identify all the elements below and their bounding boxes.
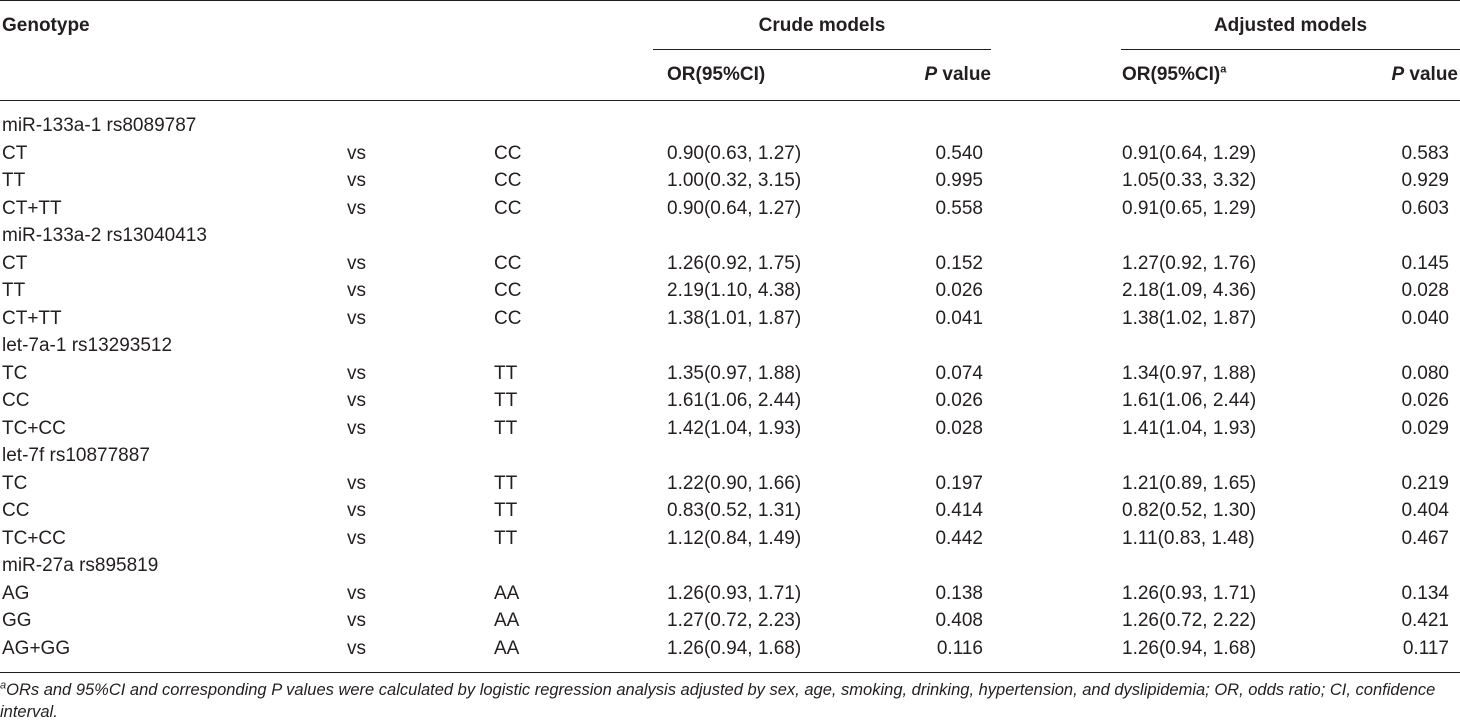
adjusted-or-cell: 1.26(0.94, 1.68) — [1122, 638, 1257, 659]
crude-or-cell: 0.90(0.64, 1.27) — [667, 198, 802, 219]
crude-or-cell: 0.90(0.63, 1.27) — [667, 143, 802, 164]
reference-cell: CC — [494, 143, 522, 164]
crude-p-cell: 0.558 — [935, 198, 983, 219]
crude-p-cell: 0.026 — [935, 280, 983, 301]
crude-or-cell: 1.12(0.84, 1.49) — [667, 528, 802, 549]
crude-or-cell: 1.26(0.92, 1.75) — [667, 253, 802, 274]
reference-cell: CC — [494, 280, 522, 301]
header-adjusted-p-rest: value — [1404, 64, 1458, 85]
crude-or-cell: 1.00(0.32, 3.15) — [667, 170, 802, 191]
header-adjusted-p-italic: P — [1391, 64, 1405, 85]
crude-or-cell: 1.27(0.72, 2.23) — [667, 610, 802, 631]
crude-p-cell: 0.074 — [935, 363, 983, 384]
crude-p-cell: 0.408 — [935, 610, 983, 631]
genotype-cell: CC — [2, 390, 30, 411]
footnote — [0, 679, 1460, 723]
reference-cell: AA — [494, 638, 520, 659]
crude-or-cell: 1.22(0.90, 1.66) — [667, 473, 802, 494]
bottom-rule — [0, 672, 1460, 673]
group-label: miR-133a-1 rs8089787 — [2, 115, 197, 136]
adjusted-p-cell: 0.117 — [1402, 638, 1449, 659]
adjusted-p-cell: 0.134 — [1401, 583, 1449, 604]
crude-p-cell: 0.138 — [935, 583, 983, 604]
vs-cell: vs — [347, 143, 366, 164]
adjusted-p-cell: 0.467 — [1401, 528, 1449, 549]
vs-cell: vs — [347, 308, 366, 329]
genotype-cell: TC+CC — [2, 528, 66, 549]
genotype-cell: CT+TT — [2, 308, 62, 329]
adjusted-p-cell: 0.219 — [1401, 473, 1449, 494]
header-crude-p — [800, 64, 991, 86]
header-crude-or: OR(95%CI) — [667, 64, 766, 85]
reference-cell: TT — [494, 473, 518, 494]
crude-p-cell: 0.116 — [936, 638, 983, 659]
adjusted-p-cell: 0.145 — [1401, 253, 1449, 274]
adjusted-or-cell: 1.61(1.06, 2.44) — [1122, 390, 1257, 411]
top-rule — [0, 0, 1460, 1]
vs-cell: vs — [347, 583, 366, 604]
adjusted-or-cell: 1.38(1.02, 1.87) — [1122, 308, 1257, 329]
reference-cell: CC — [494, 170, 522, 191]
footnote-text: ORs and 95%CI and corresponding P values were calculated by logistic regression analysis adjusted by sex, age, smoking, drinking, hypertension, and dyslipidemia; OR, odds ratio; CI, confidence interval. — [0, 681, 1436, 721]
reference-cell: CC — [494, 253, 522, 274]
vs-cell: vs — [347, 170, 366, 191]
reference-cell: AA — [494, 583, 520, 604]
crude-p-cell: 0.028 — [935, 418, 983, 439]
adjusted-or-cell: 0.82(0.52, 1.30) — [1122, 500, 1257, 521]
adjusted-or-cell: 1.21(0.89, 1.65) — [1122, 473, 1257, 494]
reference-cell: CC — [494, 198, 522, 219]
reference-cell: TT — [494, 528, 518, 549]
vs-cell: vs — [347, 390, 366, 411]
header-adjusted-or-text: OR(95%CI) — [1122, 64, 1221, 85]
header-adjusted-models: Adjusted models — [1213, 15, 1368, 36]
crude-or-cell: 1.35(0.97, 1.88) — [667, 363, 802, 384]
reference-cell: AA — [494, 610, 520, 631]
crude-p-cell: 0.442 — [935, 528, 983, 549]
adjusted-or-cell: 1.26(0.72, 2.22) — [1122, 610, 1257, 631]
genotype-cell: AG — [2, 583, 30, 604]
crude-or-cell: 1.61(1.06, 2.44) — [667, 390, 802, 411]
group-label: let-7a-1 rs13293512 — [2, 335, 173, 356]
crude-p-cell: 0.152 — [935, 253, 983, 274]
genotype-cell: GG — [2, 610, 32, 631]
adjusted-p-cell: 0.583 — [1401, 143, 1449, 164]
reference-cell: TT — [494, 500, 518, 521]
adjusted-or-cell: 1.05(0.33, 3.32) — [1122, 170, 1257, 191]
header-adjusted-or-sup: a — [1220, 63, 1227, 76]
genotype-cell: CC — [2, 500, 30, 521]
crude-or-cell: 0.83(0.52, 1.31) — [667, 500, 802, 521]
adjusted-or-cell: 1.11(0.83, 1.48) — [1122, 528, 1255, 549]
header-rule — [0, 100, 1460, 101]
adjusted-p-cell: 0.026 — [1401, 390, 1449, 411]
adjusted-or-cell: 0.91(0.64, 1.29) — [1122, 143, 1257, 164]
vs-cell: vs — [347, 473, 366, 494]
vs-cell: vs — [347, 638, 366, 659]
genotype-cell: CT — [2, 143, 28, 164]
adjusted-p-cell: 0.404 — [1401, 500, 1449, 521]
vs-cell: vs — [347, 610, 366, 631]
crude-p-cell: 0.540 — [935, 143, 983, 164]
genotype-cell: TT — [2, 280, 26, 301]
adjusted-p-cell: 0.080 — [1401, 363, 1449, 384]
crude-or-cell: 1.42(1.04, 1.93) — [667, 418, 802, 439]
genotype-cell: TC+CC — [2, 418, 66, 439]
genotype-cell: CT — [2, 253, 28, 274]
reference-cell: TT — [494, 363, 518, 384]
adjusted-p-cell: 0.040 — [1401, 308, 1449, 329]
genotype-cell: CT+TT — [2, 198, 62, 219]
adjusted-p-cell: 0.421 — [1401, 610, 1449, 631]
adjusted-subrule — [1121, 49, 1460, 50]
header-genotype: Genotype — [2, 15, 90, 36]
adjusted-or-cell: 1.26(0.93, 1.71) — [1122, 583, 1257, 604]
crude-or-cell: 1.26(0.94, 1.68) — [667, 638, 802, 659]
crude-p-cell: 0.995 — [935, 170, 983, 191]
header-crude-models: Crude models — [758, 15, 886, 36]
crude-p-cell: 0.026 — [935, 390, 983, 411]
crude-subrule — [653, 49, 991, 50]
genotype-cell: AG+GG — [2, 638, 71, 659]
group-label: let-7f rs10877887 — [2, 445, 150, 466]
header-adjusted-p — [1260, 64, 1458, 86]
reference-cell: TT — [494, 418, 518, 439]
vs-cell: vs — [347, 418, 366, 439]
reference-cell: CC — [494, 308, 522, 329]
vs-cell: vs — [347, 528, 366, 549]
genotype-cell: TC — [2, 363, 28, 384]
group-label: miR-133a-2 rs13040413 — [2, 225, 207, 246]
header-crude-p-rest: value — [937, 64, 991, 85]
adjusted-p-cell: 0.029 — [1401, 418, 1449, 439]
adjusted-or-cell: 2.18(1.09, 4.36) — [1122, 280, 1257, 301]
adjusted-or-cell: 1.27(0.92, 1.76) — [1122, 253, 1257, 274]
crude-or-cell: 2.19(1.10, 4.38) — [667, 280, 802, 301]
crude-p-cell: 0.041 — [935, 308, 983, 329]
adjusted-or-cell: 1.41(1.04, 1.93) — [1122, 418, 1257, 439]
reference-cell: TT — [494, 390, 518, 411]
adjusted-p-cell: 0.929 — [1401, 170, 1449, 191]
genotype-cell: TC — [2, 473, 28, 494]
vs-cell: vs — [347, 198, 366, 219]
adjusted-p-cell: 0.028 — [1401, 280, 1449, 301]
footnote-marker: a — [0, 679, 7, 692]
genotype-cell: TT — [2, 170, 26, 191]
adjusted-p-cell: 0.603 — [1401, 198, 1449, 219]
adjusted-or-cell: 0.91(0.65, 1.29) — [1122, 198, 1257, 219]
vs-cell: vs — [347, 500, 366, 521]
crude-or-cell: 1.26(0.93, 1.71) — [667, 583, 802, 604]
group-label: miR-27a rs895819 — [2, 555, 159, 576]
crude-p-cell: 0.197 — [935, 473, 983, 494]
vs-cell: vs — [347, 253, 366, 274]
crude-p-cell: 0.414 — [935, 500, 983, 521]
adjusted-or-cell: 1.34(0.97, 1.88) — [1122, 363, 1257, 384]
header-adjusted-or — [1122, 64, 1226, 86]
vs-cell: vs — [347, 280, 366, 301]
crude-or-cell: 1.38(1.01, 1.87) — [667, 308, 802, 329]
vs-cell: vs — [347, 363, 366, 384]
header-crude-p-italic: P — [924, 64, 938, 85]
